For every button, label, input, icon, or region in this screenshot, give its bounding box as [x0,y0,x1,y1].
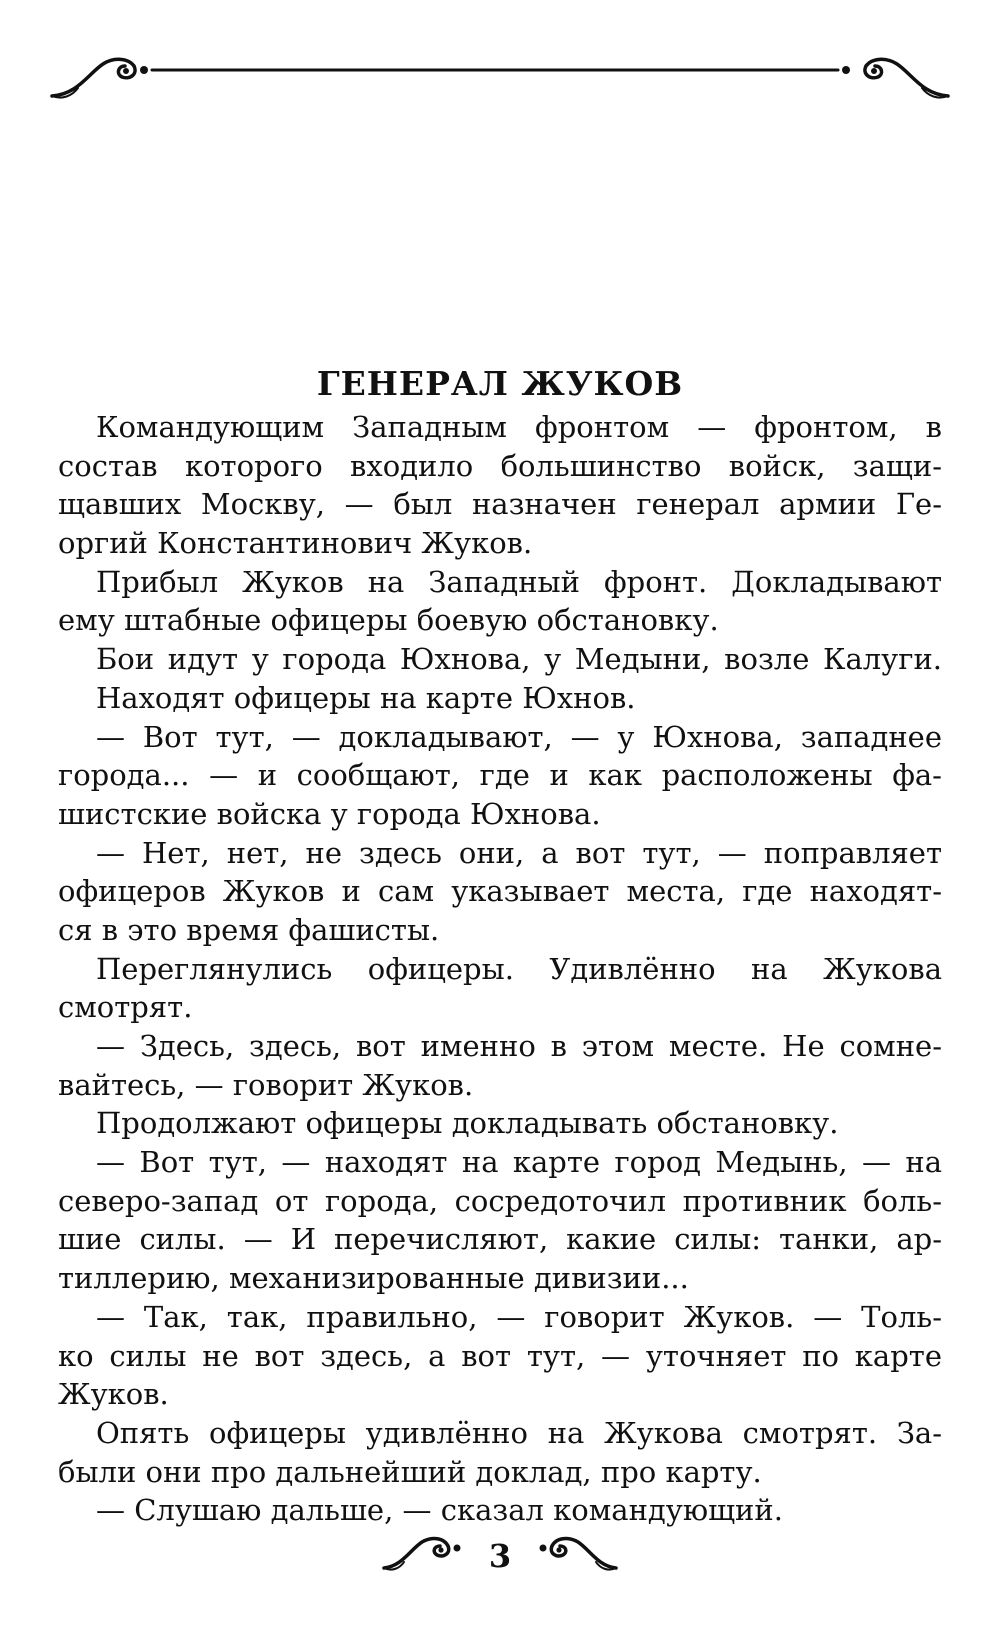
text-line: Находят офицеры на карте Юхнов. [96,680,636,715]
text-line: Жуков. [58,1377,169,1412]
text-line: — Нет, нет, не здесь они, а вот тут, — поправляет [96,835,942,870]
text-line: офицеров Жуков и сам указывает места, где находят- [58,874,942,909]
text-line: — Вот тут, — находят на карте город Медынь, — на [96,1145,942,1180]
page-number: 3 [488,1537,512,1575]
text-line: — Здесь, здесь, вот именно в этом месте. Не сомне- [96,1029,942,1063]
text-line: тиллерию, механизированные дивизии... [58,1261,689,1296]
text-line: — Так, так, правильно, — говорит Жуков. — Толь- [96,1299,942,1334]
text-line: шие силы. — И перечисляют, какие силы: танки, ар- [58,1222,942,1257]
text-line: Бои идут у города Юхнова, у Медыни, возле Калуги. [96,642,942,677]
text-line: — Вот тут, — докладывают, — у Юхнова, западнее [96,719,942,754]
text-line: Командующим Западным фронтом — фронтом, в [96,410,942,444]
text-line: оргий Константинович Жуков. [58,526,533,561]
text-line: шистские войска у города Юхнова. [58,796,601,831]
text-line: смотрят. [58,990,193,1025]
text-line: Опять офицеры удивлённо на Жукова смотрят. За- [96,1415,942,1450]
text-line: были они про дальнейший доклад, про карту. [58,1454,762,1489]
text-line: состав которого входило большинство войск, защи- [58,448,942,483]
text-line: Прибыл Жуков на Западный фронт. Докладывают [96,564,942,599]
text-line: Переглянулись офицеры. Удивлённо на Жукова [96,951,942,986]
header-ornament [48,44,952,114]
text-line: города... — и сообщают, где и как расположены фа- [58,758,942,793]
text-line: Продолжают офицеры докладывать обстановку. [96,1106,839,1141]
text-line: ко силы не вот здесь, а вот тут, — уточняет по карте [58,1338,942,1373]
text-line: ся в это время фашисты. [58,912,440,947]
text-line: — Слушаю дальше, — сказал командующий. [96,1493,783,1528]
text-line: ему штабные офицеры боевую обстановку. [58,603,719,638]
body-text [58,408,942,1530]
page-title: ГЕНЕРАЛ ЖУКОВ [316,364,684,403]
text-line: щавших Москву, — был назначен генерал армии Ге- [58,487,942,522]
text-line: вайтесь, — говорит Жуков. [58,1067,474,1102]
text-line: северо-запад от города, сосредоточил противник боль- [58,1183,942,1218]
